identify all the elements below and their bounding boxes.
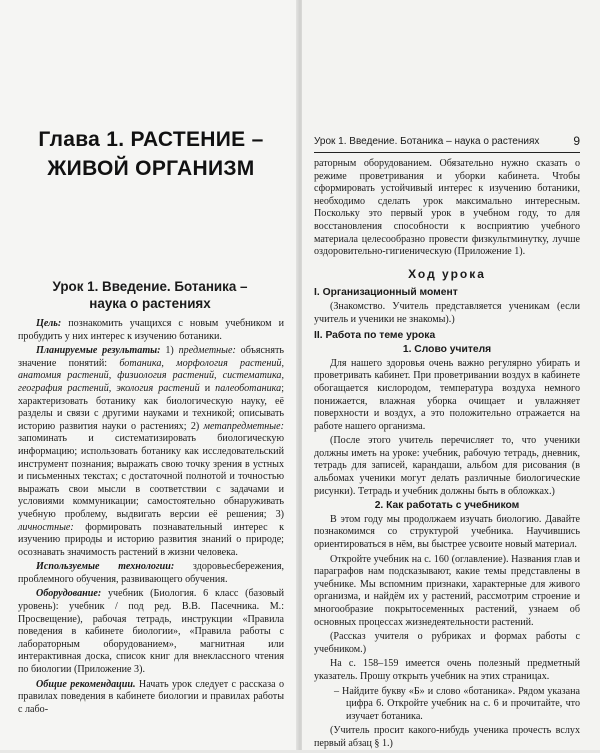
left-page: [0, 0, 298, 750]
recommendations-paragraph: [18, 679, 284, 717]
right-page: [302, 0, 600, 750]
results-text-1: 1): [160, 345, 179, 357]
textbook-task-bullet: – Найдите букву «Б» и слово «ботаника». Рядом указана цифра 6. Откройте учебник на с. 6 и прочитайте, что изучает ботаника.: [334, 685, 580, 722]
teacher-word-paragraph-1: Для нашего здоровья очень важно регулярно убирать и проветривать кабинет. При проветривании воздух в кабинете обогащается кислородом, температура воздуха немного понижается, влажная уборка очищает и увлажняет поверхности и воздух, а это положительно отражается на работе нашего организма.: [314, 357, 580, 432]
teacher-word-heading: 1. Слово учителя: [402, 344, 492, 356]
results-terms: ботаника, морфология растений, анатомия растений, физиология растений, систематика, география растений, экология растений: [18, 357, 284, 394]
technologies-text: здоровьесбережения, проблемного обучения, развивающего обучения.: [18, 561, 284, 585]
running-head: [314, 135, 580, 153]
results-personal-label: личностные:: [18, 521, 74, 533]
goal-label: Цель:: [36, 318, 62, 329]
organizational-paragraph: (Знакомство. Учитель представляется ученикам (если учитель и ученики не знакомы).): [314, 301, 580, 325]
technologies-label: Используемые технологии:: [36, 561, 175, 573]
textbook-paragraph-4: На с. 158–159 имеется очень полезный предметный указатель. Прошу открыть учебник на этих страницах.: [314, 658, 580, 682]
equipment-label: Оборудование:: [36, 588, 102, 600]
results-text-2: объяснять значение понятий:: [18, 345, 284, 369]
results-subject-label: предметные:: [178, 345, 236, 357]
chapter-title-line-2: ЖИВОЙ ОРГАНИЗМ: [47, 157, 255, 180]
lesson-flow-text: [314, 158, 580, 753]
results-text-3: и: [199, 382, 216, 394]
closing-paragraph: (Учитель просит какого-нибудь ученика прочесть вслух первый абзац § 1.): [314, 725, 580, 749]
recommendations-text: Начать урок следует с рассказа о правилах поведения в кабинете биологии и правилах работы с лабо-: [18, 678, 284, 715]
results-term-paleobotany: палеоботаника: [215, 382, 282, 394]
section-organizational-heading: I. Организационный момент: [314, 286, 458, 298]
recommendations-label: Общие рекомендации.: [36, 678, 136, 690]
section-main-work-heading: II. Работа по теме урока: [314, 329, 436, 341]
lesson-title-line-1: Урок 1. Введение. Ботаника –: [52, 279, 248, 294]
goal-text: познакомить учащихся с новым учебником и пробудить у них интерес к изучению ботаники.: [18, 318, 284, 342]
results-text-4: ; характеризовать ботанику как биологическую науку, её разделы и связи с другими науками и техникой; описывать историю развития науки о растениях; 2): [18, 382, 284, 432]
page-number: 9: [573, 134, 580, 148]
textbook-paragraph-1: В этом году мы продолжаем изучать биологию. Давайте познакомимся со структурой учебника. Научившись ориентироваться в нём, вы быстрее усвоите новый материал.: [314, 513, 580, 551]
lesson-flow-heading: Ход урока: [408, 266, 486, 281]
textbook-paragraph-2: Откройте учебник на с. 160 (оглавление). Названия глав и параграфов нам подсказывают, какие темы представлены в учебнике. Мы вспомним признаки, характерные для живого организма, и найдём их у растений, рассмотрим строение и многообразие покрытосеменных растений, узнаем об основных процессах жизнедеятельности растений.: [314, 553, 580, 628]
goal-paragraph: [18, 318, 284, 343]
teacher-word-paragraph-2: (После этого учитель перечисляет то, что ученики должны иметь на уроке: учебник, рабочую тетрадь, дневник, тетрадь для записей, карандаши, альбом для рисования (в альбомах ученики могут делать различные биологические рисунки). Тетрадь и учебник должны быть в обложках.): [314, 435, 580, 497]
results-meta-label: метапредметные:: [203, 420, 284, 432]
running-head-title: Урок 1. Введение. Ботаника – наука о растениях: [314, 136, 540, 147]
lesson-plan-text: [18, 318, 284, 718]
results-paragraph: [18, 345, 284, 559]
results-label: Планируемые результаты:: [36, 345, 161, 357]
chapter-title: [10, 125, 292, 183]
intro-paragraph: раторным оборудованием. Обязательно нужно сказать о режиме проветривания и уборки кабинета. Чтобы сформировать устойчивый интерес к изучению ботаники, необходимо сделать урок максимально интересным. Поскольку это первый урок в учебном году, то для восстановления способности к восприятию учебного материала целесообразно провести физкультминутку, лучше оздоровительно-гигиеническую (Приложение 1).: [314, 158, 580, 258]
textbook-paragraph-3: (Рассказ учителя о рубриках и формах работы с учебником.): [314, 631, 580, 655]
technologies-paragraph: [18, 561, 284, 586]
equipment-text: учебник (Биология. 6 класс (базовый уровень): учебник / под ред. В.В. Пасечника. М.: Просвещение), рабочая тетрадь, инструкции «Правила поведения в кабинете биологии», «Правила работы с лабораторным оборудованием», магнитная или интерактивная доска, список книг для внеклассного чтения по биологии (Приложение 3).: [18, 588, 284, 676]
lesson-title: [10, 278, 290, 312]
results-text-5: запоминать и систематизировать биологическую информацию; использовать ботанику как исследовательский инструмент познания; выражать свою точку зрения в устных и письменных текстах; с достаточной полнотой и точностью выражать свои мысли в соответствии с задачами и условиями коммуникации; самостоятельно обнаруживать учебную проблему, выдвигать версии её решения; 3): [18, 433, 284, 520]
chapter-title-line-1: Глава 1. РАСТЕНИЕ –: [38, 128, 264, 151]
lesson-title-line-2: наука о растениях: [89, 296, 211, 311]
equipment-paragraph: [18, 588, 284, 676]
results-text-6: формировать познавательный интерес к изучению природы и историю развития знаний о природе; осознавать значимость растений в жизни человека.: [18, 521, 284, 558]
textbook-work-heading: 2. Как работать с учебником: [374, 500, 520, 512]
